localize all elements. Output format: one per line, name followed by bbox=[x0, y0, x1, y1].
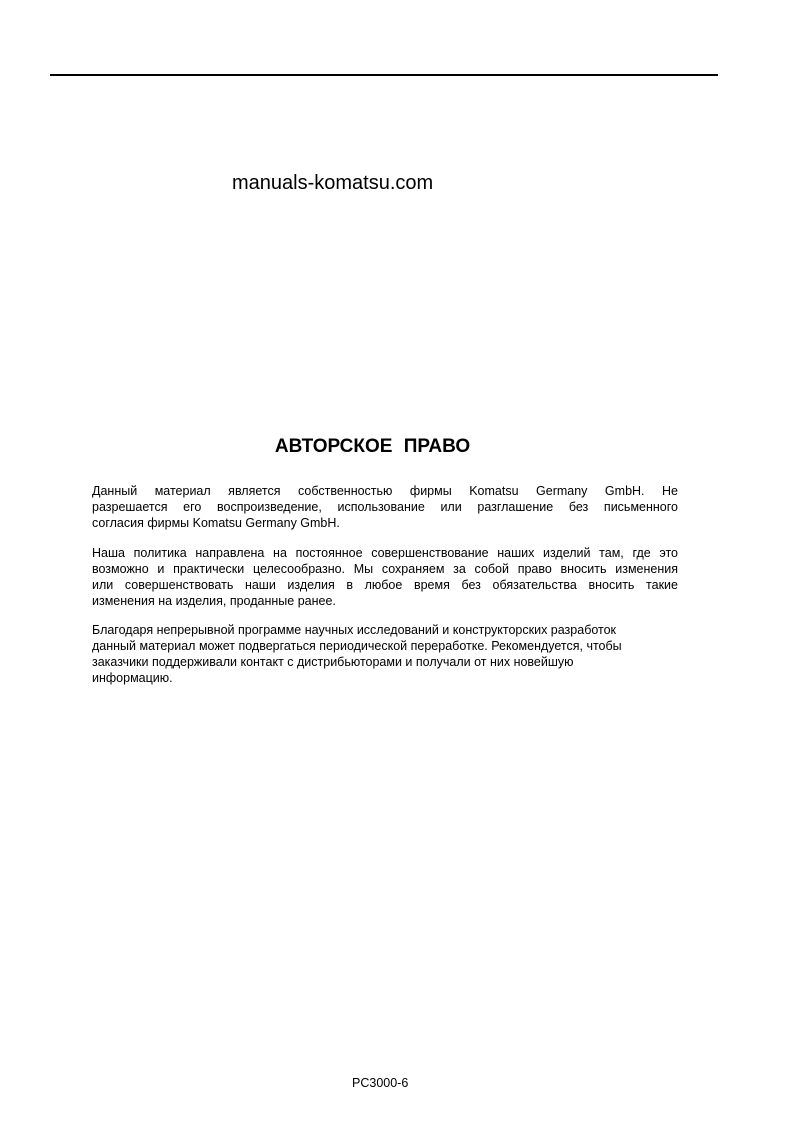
text-line: изменения на изделия, проданные ранее. bbox=[92, 594, 336, 608]
header-rule bbox=[50, 74, 718, 76]
text-line: заказчики поддерживали контакт с дистрибьюторами и получали от них новейшую bbox=[92, 655, 574, 669]
text-line: или совершенствовать наши изделия в любое время без обязательства вносить такие bbox=[92, 578, 678, 592]
text-line: Данный материал является собственностью фирмы Komatsu Germany GmbH. Не bbox=[92, 484, 678, 498]
text-line: данный материал может подвергаться периодической переработке. Рекомендуется, чтобы bbox=[92, 639, 622, 653]
text-line: возможно и практически целесообразно. Мы сохраняем за собой право вносить изменения bbox=[92, 562, 678, 576]
watermark-site: manuals-komatsu.com bbox=[232, 172, 434, 194]
text-line: Наша политика направлена на постоянное совершенствование наших изделий там, где это bbox=[92, 546, 678, 560]
page-footer-model: PC3000-6 bbox=[352, 1076, 409, 1090]
text-line: Благодаря непрерывной программе научных исследований и конструкторских разработок bbox=[92, 623, 617, 637]
page-title: АВТОРСКОЕ ПРАВО bbox=[274, 436, 471, 457]
text-line: согласия фирмы Komatsu Germany GmbH. bbox=[92, 516, 340, 530]
text-line: разрешается его воспроизведение, использование или разглашение без письменного bbox=[92, 500, 678, 514]
text-line: информацию. bbox=[92, 671, 173, 685]
